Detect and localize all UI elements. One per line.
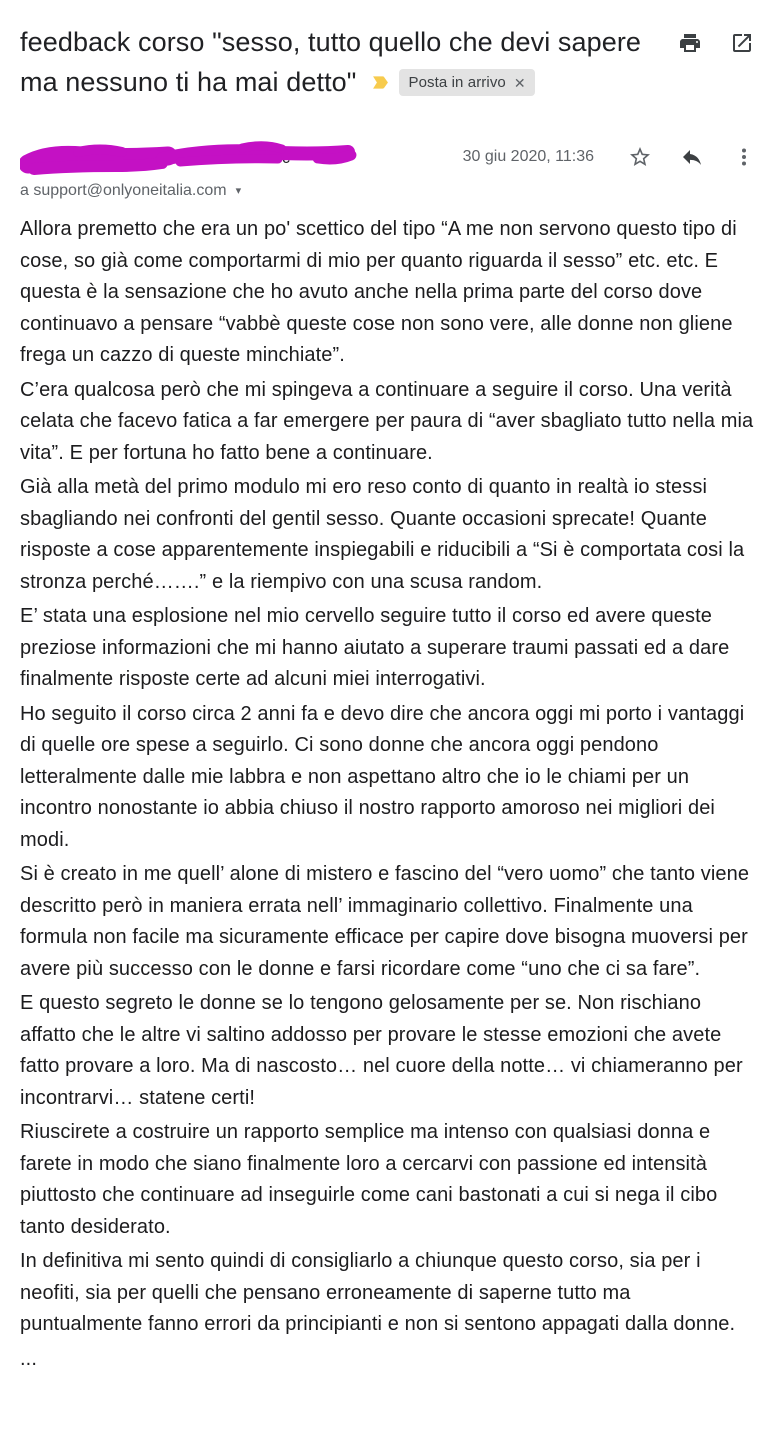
email-body <box>20 214 757 1375</box>
more-vert-icon <box>732 145 756 169</box>
body-paragraph: E’ stata una esplosione nel mio cervello seguire tutto il corso ed avere queste preziose informazioni che mi hanno aiutato a superare traumi passati ed a dare finalmente risposte certe ad alcuni miei interrogativi. <box>20 605 730 690</box>
email-header <box>20 22 756 104</box>
body-paragraph: C’era qualcosa però che mi spingeva a continuare a seguire il corso. Una verità celata che facevo fatica a far emergere per paura di “aver sbagliato tutto nella mia vita”. E per fortuna ho fatto bene a continuare. <box>20 378 754 464</box>
open-in-new-button[interactable] <box>730 31 754 55</box>
more-options-button[interactable] <box>732 145 756 169</box>
sender-peek-char: > <box>340 144 350 161</box>
body-paragraph: Si è creato in me quell’ alone di mistero e fascino del “vero uomo” che tanto viene descritto però in maniera errata nell’ immaginario collettivo. Finalmente una formula non facile ma sicuramente efficace per capire dove bisogna muoversi per avere più successo con le donne e farsi ricordare come “uno che ci sa fare”. <box>20 863 750 980</box>
recipient-text: a support@onlyoneitalia.com <box>20 182 227 199</box>
label-chip-inbox[interactable] <box>399 69 534 96</box>
sender-peek-char: c <box>282 150 290 167</box>
reply-button[interactable] <box>680 145 704 169</box>
label-chip-text: Posta in arrivo <box>408 74 506 91</box>
body-paragraph: Riuscirete a costruire un rapporto semplice ma intenso con qualsiasi donna e farete in modo che siano finalmente loro a cercarvi con passione ed intensità piuttosto che continuare ad inseguirle come cani bastonati a cui si nega il cibo tanto desiderato. <box>20 1121 718 1238</box>
body-paragraph: Ho seguito il corso circa 2 anni fa e devo dire che ancora oggi mi porto i vantaggi di quelle ore spese a seguirlo. Ci sono donne che ancora oggi pendono letteralmente dalle mie labbra e non aspettano altro che io le chiami per un incontro nonostante io abbia chiuso il nostro rapporto amoroso nei migliori dei modi. <box>20 702 745 851</box>
print-button[interactable] <box>678 31 702 55</box>
open-in-new-icon <box>730 31 754 55</box>
importance-marker-icon <box>368 64 393 104</box>
recipient-row[interactable] <box>20 179 241 203</box>
body-paragraph: ... <box>20 1347 37 1370</box>
body-paragraph: E questo segreto le donne se lo tengono gelosamente per se. Non rischiano affatto che le altre vi saltino addosso per provare le stesse emozioni che avete fatto provare a loro. Ma di nascosto… nel cuore della notte… vi chiameranno per incontrarvi… statene certi! <box>20 992 743 1109</box>
subject-text: feedback corso "sesso, tutto quello che devi sapere ma nessuno ti ha mai detto" <box>20 27 642 97</box>
body-paragraph: Già alla metà del primo modulo mi ero reso conto di quanto in realtà io stessi sbagliando nei confronti del gentil sesso. Quante occasioni sprecate! Quante risposte a cose apparentemente inspiegabili e riducibili a “Si è comportata cosi la stronza perché…….” e la riempivo con una scusa random. <box>20 476 745 593</box>
email-subject <box>20 22 656 104</box>
reply-icon <box>680 145 704 169</box>
show-details-icon[interactable]: ▾ <box>235 185 242 197</box>
print-icon <box>678 31 702 55</box>
message-actions <box>463 137 756 179</box>
message-meta-row <box>20 137 756 179</box>
remove-label-icon[interactable]: ✕ <box>513 74 526 91</box>
star-outline-icon <box>628 145 652 169</box>
body-paragraph: Allora premetto che era un po' scettico del tipo “A me non servono questo tipo di cose, so già come comportarmi di mio per quanto riguarda il sesso” etc. etc. E questa è la sensazione che ho avuto anche nella prima parte del corso dove continuavo a pensare “vabbè queste cose non sono vere, alle donne non gliene frega un cazzo di queste minchiate”. <box>20 218 737 366</box>
message-window-actions <box>678 31 754 55</box>
body-paragraph: In definitiva mi sento quindi di consigliarlo a chiunque questo corso, sia per i neofiti, sia per quelli che pensano erroneamente di saperne tutto ma puntualmente fanno errori da principianti e non si sentono appagati dalla donne. <box>20 1250 736 1335</box>
redaction-scribble <box>20 137 365 179</box>
message-date: 30 giu 2020, 11:36 <box>462 148 594 165</box>
sender-redacted[interactable] <box>20 137 370 179</box>
star-button[interactable] <box>628 145 652 169</box>
